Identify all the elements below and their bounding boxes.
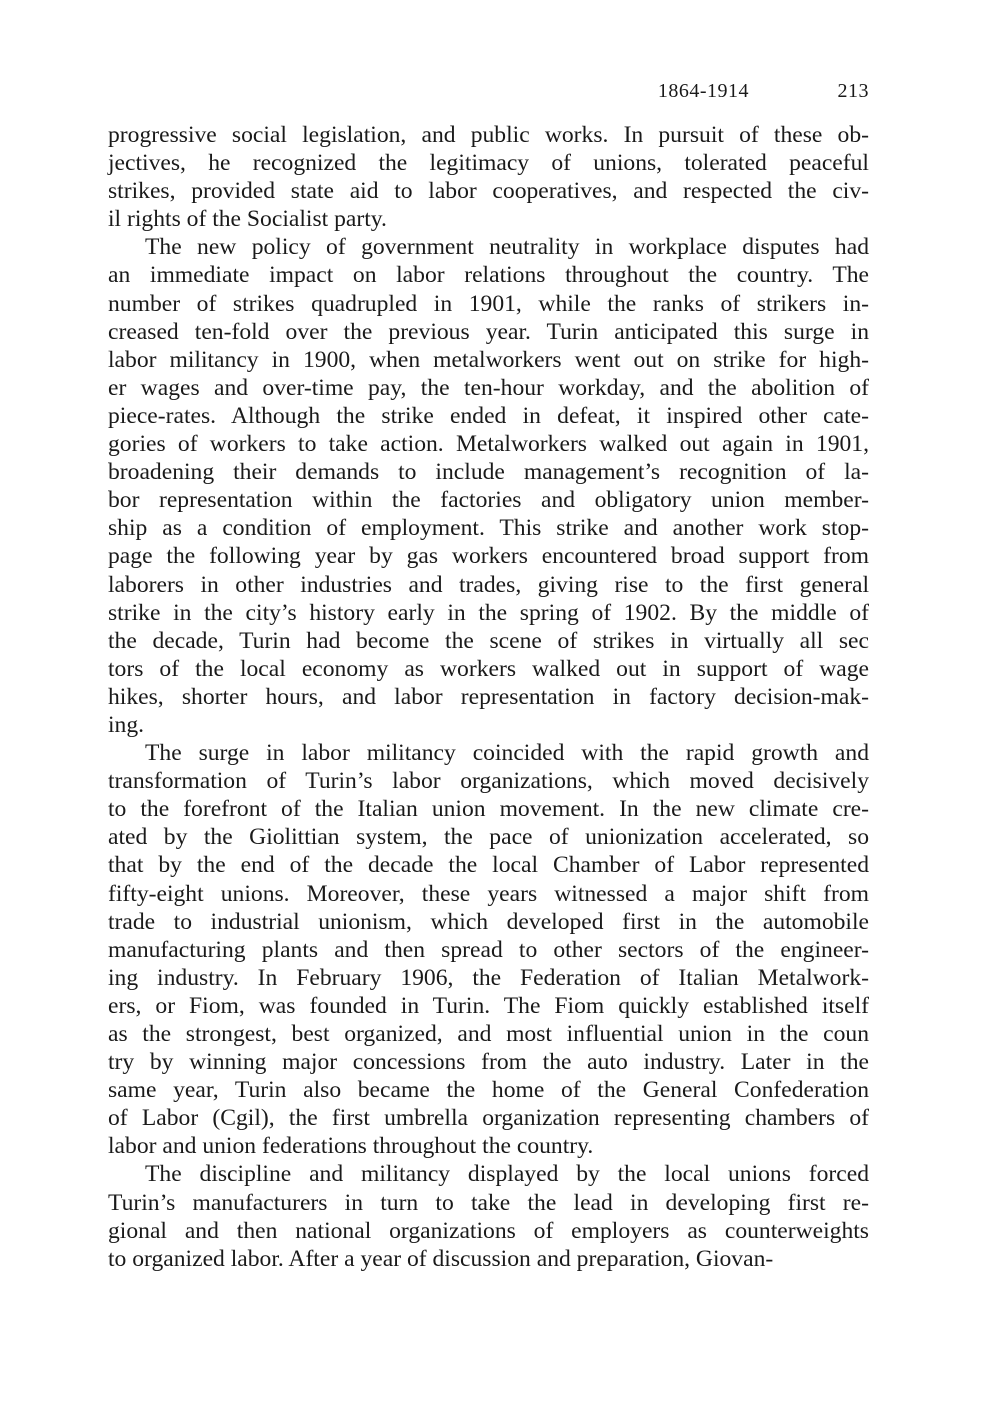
text-line: ated by the Giolittian system, the pace of unionization accelerated, so [108, 824, 869, 851]
text-line: fifty-eight unions. Moreover, these years witnessed a major shift from [108, 880, 869, 907]
paragraph [108, 739, 869, 1160]
text-line: try by winning major concessions from the auto industry. Later in the [108, 1049, 869, 1076]
text-line: ing industry. In February 1906, the Federation of Italian Metalwork- [108, 964, 869, 991]
page-number: 213 [837, 80, 869, 102]
text-line: hikes, shorter hours, and labor representation in factory decision-mak- [108, 683, 869, 710]
text-line: creased ten-fold over the previous year. Turin anticipated this surge in [108, 318, 869, 345]
text-line: the decade, Turin had become the scene of strikes in virtually all sec [108, 627, 869, 654]
text-line: The discipline and militancy displayed by the local unions forced [145, 1161, 869, 1188]
page-header [108, 80, 869, 110]
text-line: progressive social legislation, and public works. In pursuit of these ob- [108, 122, 869, 148]
text-line: tors of the local economy as workers walked out in support of wage [108, 655, 869, 682]
text-line: page the following year by gas workers encountered broad support from [108, 543, 869, 570]
text-line: strikes, provided state aid to labor cooperatives, and respected the civ- [108, 178, 869, 205]
text-line: er wages and over-time pay, the ten-hour workday, and the abolition of [108, 374, 869, 401]
running-head: 1864-1914 [657, 80, 749, 102]
text-line: The surge in labor militancy coincided with the rapid growth and [145, 740, 869, 767]
paragraph [108, 121, 869, 233]
text-line: gories of workers to take action. Metalworkers walked out again in 1901, [108, 431, 869, 458]
text-line: bor representation within the factories and obligatory union member- [108, 487, 869, 514]
paragraph [108, 233, 869, 739]
text-line: laborers in other industries and trades, giving rise to the first general [108, 571, 869, 598]
body-text [108, 121, 869, 1273]
text-line: manufacturing plants and then spread to other sectors of the engineer- [108, 936, 869, 963]
text-line: that by the end of the decade the local Chamber of Labor represented [108, 852, 869, 879]
text-line: to organized labor. After a year of discussion and preparation, Giovan- [108, 1245, 774, 1272]
text-line: ers, or Fiom, was founded in Turin. The Fiom quickly established itself [108, 992, 869, 1019]
text-line: strike in the city’s history early in the spring of 1902. By the middle of [108, 599, 869, 626]
text-line: an immediate impact on labor relations throughout the country. The [108, 262, 869, 289]
text-line: ship as a condition of employment. This strike and another work stop- [108, 515, 869, 542]
text-line: of Labor (Cgil), the first umbrella organization representing chambers of [108, 1105, 869, 1132]
text-line: The new policy of government neutrality in workplace disputes had [145, 234, 869, 261]
text-line: il rights of the Socialist party. [108, 206, 387, 233]
text-line: to the forefront of the Italian union movement. In the new climate cre- [108, 796, 869, 823]
text-line: Turin’s manufacturers in turn to take the lead in developing first re- [108, 1189, 869, 1216]
text-line: broadening their demands to include management’s recognition of la- [108, 459, 869, 486]
text-line: trade to industrial unionism, which developed first in the automobile [108, 908, 869, 935]
text-line: piece-rates. Although the strike ended in defeat, it inspired other cate- [108, 402, 869, 429]
text-line: as the strongest, best organized, and most influential union in the coun [108, 1021, 869, 1047]
text-line: same year, Turin also became the home of the General Confederation [108, 1077, 869, 1104]
text-line: number of strikes quadrupled in 1901, while the ranks of strikers in- [108, 290, 869, 317]
text-line: transformation of Turin’s labor organizations, which moved decisively [108, 768, 869, 795]
text-line: ing. [108, 711, 145, 738]
text-line: labor militancy in 1900, when metalworkers went out on strike for high- [108, 346, 869, 373]
paragraph [108, 1160, 869, 1272]
text-line: labor and union federations throughout the country. [108, 1133, 594, 1160]
text-line: gional and then national organizations of employers as counterweights [108, 1217, 869, 1244]
text-line: jectives, he recognized the legitimacy of unions, tolerated peaceful [108, 150, 869, 177]
